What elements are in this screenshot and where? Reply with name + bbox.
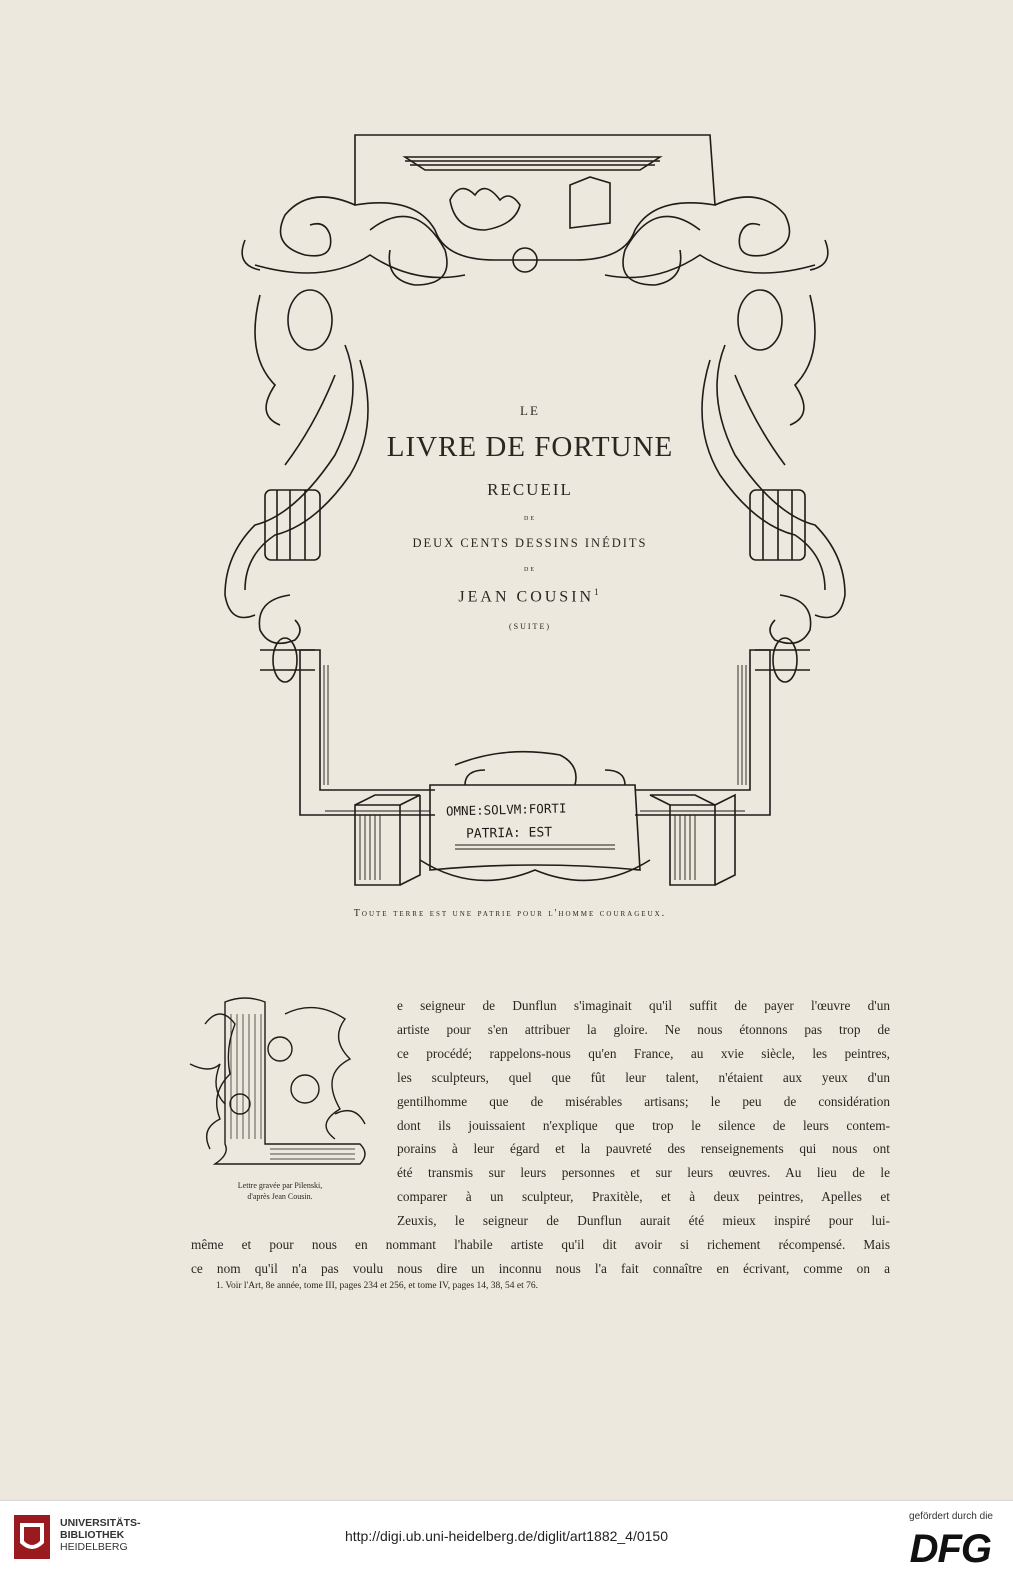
motto-line-2: PATRIA: EST (465, 825, 553, 842)
viewer-footer (0, 1500, 1013, 1582)
body-line: gentilhomme que de misérables artisans; le peu de considération (397, 1093, 890, 1109)
title-de-2: DE (524, 567, 536, 573)
dfg-logo: DFG (909, 1527, 991, 1571)
footnote: 1. Voir l'Art, 8e année, tome III, pages 234 et 256, et tome IV, pages 14, 38, 54 et 76. (216, 1281, 539, 1291)
figure-caption: Toute terre est une patrie pour l'homme courageux. (353, 908, 667, 919)
main-title: LIVRE DE FORTUNE (386, 431, 674, 463)
title-de-1: DE (524, 516, 536, 522)
body-line: artiste pour s'en attribuer la gloire. Ne nous étonnons pas trop de (397, 1021, 890, 1037)
body-text (191, 994, 890, 1281)
body-line: e seigneur de Dunflun s'imaginait qu'il suffit de payer l'œuvre d'un (397, 998, 890, 1013)
title-suite: (SUITE) (509, 622, 551, 632)
body-line: porains à leur égard et la pauvreté des renseignements qui nous ont (397, 1141, 890, 1157)
author-name: JEAN COUSIN$^1$ (458, 587, 602, 606)
body-line: ce nom qu'il n'a pas voulu nous dire un inconnu nous l'a fait connaître en écrivant, comme on a (191, 1260, 890, 1276)
body-line: même et pour nous en nommant l'habile artiste qu'il dit avoir si richement récompensé. Mais (191, 1237, 890, 1253)
footnote-mark: 1 (594, 587, 602, 597)
document-url[interactable]: http://digi.ub.uni-heidelberg.de/diglit/art1882_4/0150 (344, 1528, 669, 1544)
title-recueil: RECUEIL (487, 480, 573, 499)
title-le: LE (520, 403, 540, 418)
subtitle: DEUX CENTS DESSINS INÉDITS (412, 536, 648, 550)
body-line: dont ils jouissaient n'explique que trop le silence de leurs contem- (397, 1117, 890, 1133)
body-line: Zeuxis, le seigneur de Dunflun aurait été mieux inspiré pour lui- (397, 1213, 890, 1229)
body-line: été transmis sur leurs personnes et sur leurs œuvres. Au lieu de le (397, 1165, 890, 1181)
university-name: UNIVERSITÄTS- BIBLIOTHEK HEIDELBERG (60, 1517, 141, 1553)
funding-note: gefördert durch die (909, 1511, 993, 1522)
body-line: ce procédé; rappelons-nous qu'en France, au xvie siècle, les peintres, (397, 1045, 890, 1061)
motto-line-1: OMNE:SOLVM:FORTI (445, 800, 567, 819)
body-line: comparer à un sculpteur, Praxitèle, et à deux peintres, Apelles et (397, 1189, 890, 1205)
title-block (340, 403, 720, 631)
initial-caption-line-2: d'après Jean Cousin. (247, 1192, 313, 1201)
body-line: les sculpteurs, quel que fût leur talent, n'étaient aux yeux d'un (397, 1069, 890, 1085)
initial-caption-line-1: Lettre gravée par Pilenski, (237, 1181, 323, 1190)
